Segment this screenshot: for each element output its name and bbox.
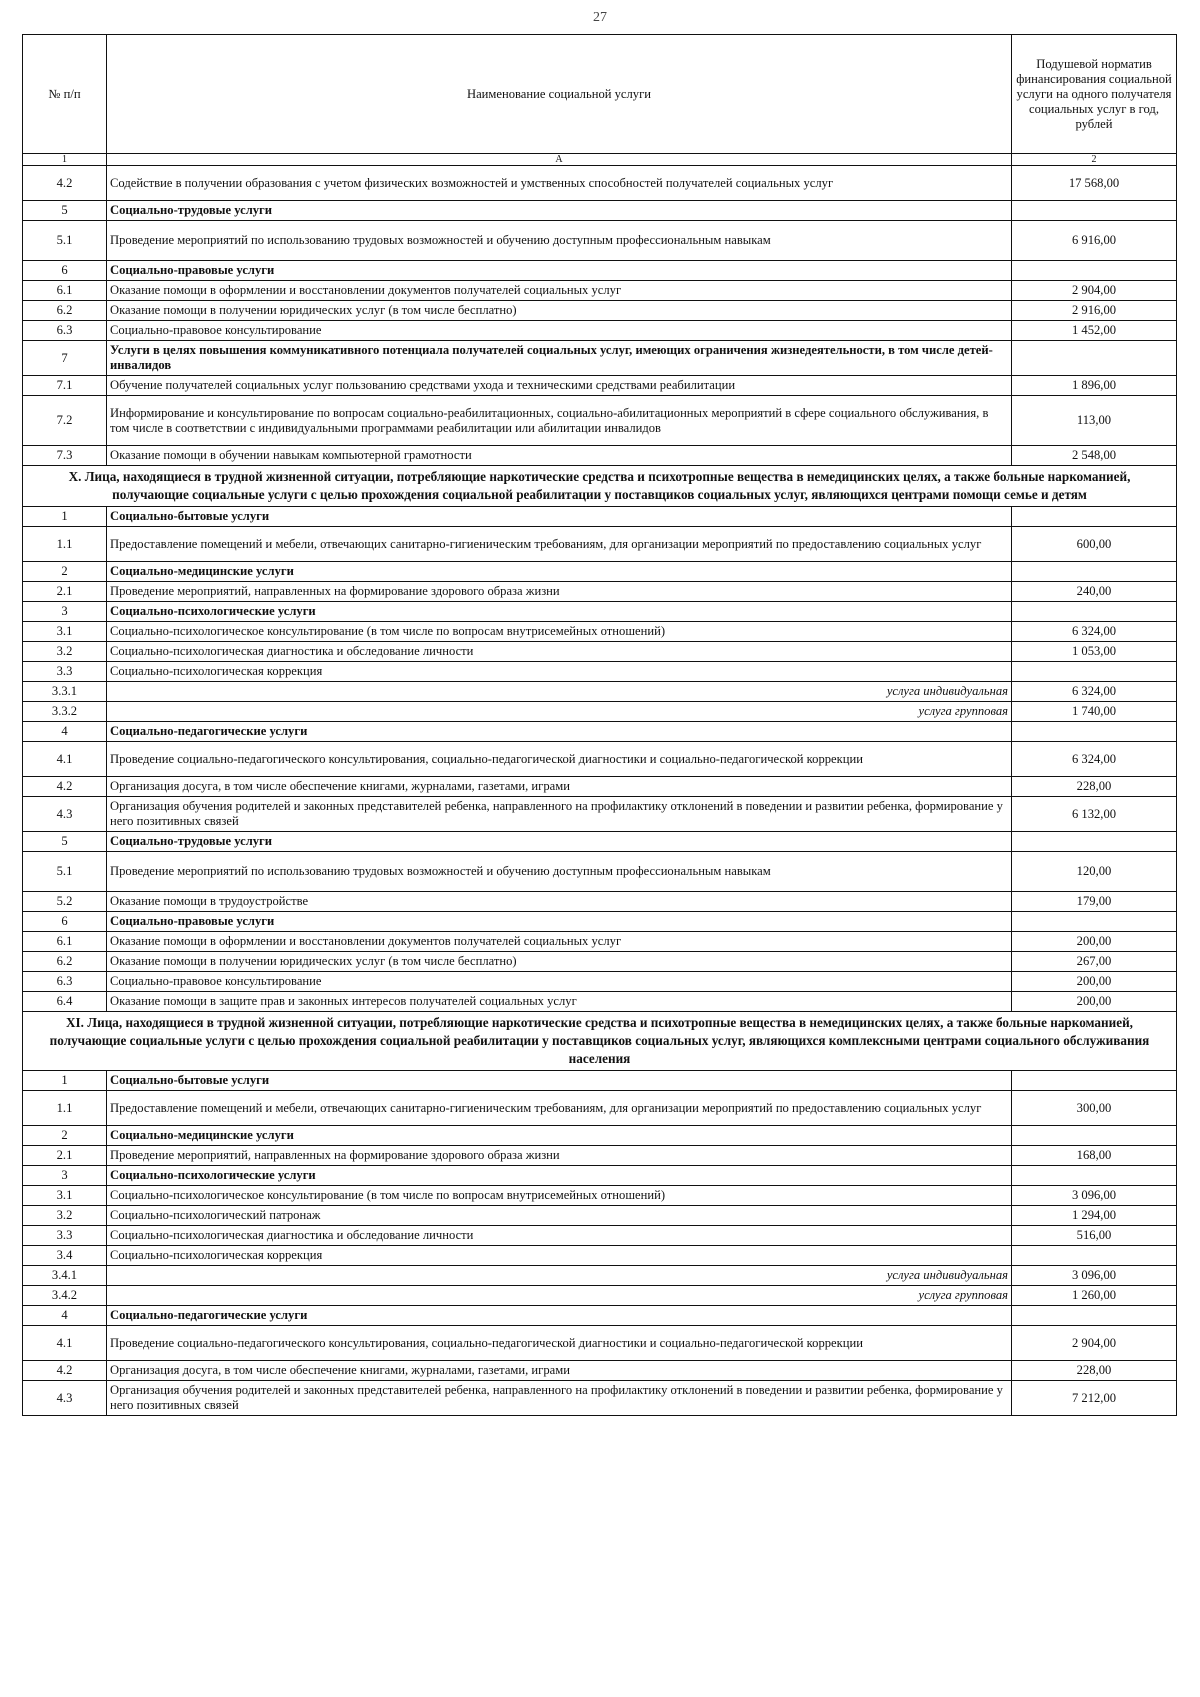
table-row	[23, 582, 1177, 602]
service-name: Социально-правовое консультирование	[107, 321, 1012, 341]
service-name: Обучение получателей социальных услуг пользованию средствами ухода и техническими средствами реабилитации	[107, 376, 1012, 396]
service-price: 6 916,00	[1012, 221, 1177, 261]
table-row	[23, 662, 1177, 682]
service-name: Социально-психологический патронаж	[107, 1206, 1012, 1226]
row-number: 3.3.1	[23, 682, 107, 702]
row-number: 7	[23, 341, 107, 376]
row-number: 6.1	[23, 281, 107, 301]
row-number: 2.1	[23, 582, 107, 602]
table-row	[23, 1206, 1177, 1226]
service-name: услуга групповая	[107, 702, 1012, 722]
service-name: Социально-бытовые услуги	[107, 1071, 1012, 1091]
row-number: 6.1	[23, 932, 107, 952]
service-name: услуга индивидуальная	[107, 682, 1012, 702]
category-row	[23, 261, 1177, 281]
service-price	[1012, 1166, 1177, 1186]
service-price: 17 568,00	[1012, 166, 1177, 201]
service-name: услуга индивидуальная	[107, 1266, 1012, 1286]
row-number: 7.3	[23, 446, 107, 466]
table-row	[23, 1091, 1177, 1126]
service-price: 3 096,00	[1012, 1186, 1177, 1206]
service-price	[1012, 507, 1177, 527]
service-name: Оказание помощи в оформлении и восстановлении документов получателей социальных услуг	[107, 932, 1012, 952]
table-row	[23, 527, 1177, 562]
service-price: 200,00	[1012, 992, 1177, 1012]
service-name: Организация досуга, в том числе обеспечение книгами, журналами, газетами, играми	[107, 1361, 1012, 1381]
table-row	[23, 166, 1177, 201]
row-number: 6.4	[23, 992, 107, 1012]
service-price: 7 212,00	[1012, 1381, 1177, 1416]
service-name: Содействие в получении образования с учетом физических возможностей и умственных способностей получателей социальных услуг	[107, 166, 1012, 201]
table-row	[23, 852, 1177, 892]
service-name: Оказание помощи в оформлении и восстановлении документов получателей социальных услуг	[107, 281, 1012, 301]
column-index-row	[23, 154, 1177, 166]
table-row	[23, 1381, 1177, 1416]
service-name: Оказание помощи в получении юридических услуг (в том числе бесплатно)	[107, 301, 1012, 321]
service-price	[1012, 662, 1177, 682]
service-name: Социально-педагогические услуги	[107, 722, 1012, 742]
service-name: Организация обучения родителей и законных представителей ребенка, направленного на профилактику отклонений в поведении и развитии ребенка, формирование у него позитивных связей	[107, 797, 1012, 832]
row-number: 6.3	[23, 321, 107, 341]
category-row	[23, 722, 1177, 742]
row-number: 4	[23, 722, 107, 742]
row-number: 3.3	[23, 662, 107, 682]
row-number: 4.3	[23, 797, 107, 832]
service-price	[1012, 602, 1177, 622]
service-name: Предоставление помещений и мебели, отвечающих санитарно-гигиеническим требованиям, для организации мероприятий по предоставлению социальных услуг	[107, 1091, 1012, 1126]
category-row	[23, 602, 1177, 622]
service-price: 120,00	[1012, 852, 1177, 892]
service-price: 6 324,00	[1012, 682, 1177, 702]
table-row	[23, 396, 1177, 446]
category-row	[23, 1166, 1177, 1186]
service-price	[1012, 201, 1177, 221]
category-row	[23, 912, 1177, 932]
category-row	[23, 1071, 1177, 1091]
section-heading: XI. Лица, находящиеся в трудной жизненной ситуации, потребляющие наркотические средства и психотропные вещества в немедицинских целях, а также больные наркоманией, получающие социальные услуги с целью прохождения социальной реабилитации у поставщиков социальных услуг, являющихся комплексными центрами социального обслуживания населения	[23, 1012, 1177, 1071]
service-name: Социально-бытовые услуги	[107, 507, 1012, 527]
table-row	[23, 892, 1177, 912]
section-heading-row	[23, 466, 1177, 507]
row-number: 3.2	[23, 642, 107, 662]
service-price: 228,00	[1012, 777, 1177, 797]
table-row	[23, 1186, 1177, 1206]
service-price: 240,00	[1012, 582, 1177, 602]
service-name: Социально-психологическая диагностика и обследование личности	[107, 1226, 1012, 1246]
header-num: № п/п	[23, 35, 107, 154]
row-number: 2	[23, 562, 107, 582]
service-name: Проведение социально-педагогического консультирования, социально-педагогической диагностики и социально-педагогической коррекции	[107, 742, 1012, 777]
table-row	[23, 221, 1177, 261]
subitem-row	[23, 1286, 1177, 1306]
table-row	[23, 972, 1177, 992]
service-price: 168,00	[1012, 1146, 1177, 1166]
table-row	[23, 797, 1177, 832]
service-price	[1012, 1071, 1177, 1091]
row-number: 3.2	[23, 1206, 107, 1226]
service-price	[1012, 1306, 1177, 1326]
services-table	[22, 34, 1177, 1416]
service-price	[1012, 1246, 1177, 1266]
row-number: 7.1	[23, 376, 107, 396]
service-name: Социально-правовое консультирование	[107, 972, 1012, 992]
service-price: 1 896,00	[1012, 376, 1177, 396]
table-body	[23, 166, 1177, 1416]
service-name: Социально-трудовые услуги	[107, 201, 1012, 221]
table-row	[23, 1246, 1177, 1266]
service-price	[1012, 341, 1177, 376]
table-row	[23, 742, 1177, 777]
row-number: 3	[23, 1166, 107, 1186]
row-number: 4.2	[23, 166, 107, 201]
service-price	[1012, 562, 1177, 582]
service-name: Проведение мероприятий по использованию трудовых возможностей и обучению доступным профессиональным навыкам	[107, 221, 1012, 261]
service-name: Социально-педагогические услуги	[107, 1306, 1012, 1326]
service-name: Социально-медицинские услуги	[107, 1126, 1012, 1146]
service-price: 6 132,00	[1012, 797, 1177, 832]
service-price	[1012, 261, 1177, 281]
column-index: 1	[23, 154, 107, 166]
section-heading-row	[23, 1012, 1177, 1071]
row-number: 7.2	[23, 396, 107, 446]
row-number: 3.4.1	[23, 1266, 107, 1286]
row-number: 3.4	[23, 1246, 107, 1266]
table-row	[23, 777, 1177, 797]
section-heading: X. Лица, находящиеся в трудной жизненной ситуации, потребляющие наркотические средства и психотропные вещества в немедицинских целях, а также больные наркоманией, получающие социальные услуги с целью прохождения социальной реабилитации у поставщиков социальных услуг, являющихся центрами помощи семье и детям	[23, 466, 1177, 507]
row-number: 5	[23, 832, 107, 852]
table-row	[23, 376, 1177, 396]
service-name: Социально-трудовые услуги	[107, 832, 1012, 852]
row-number: 4.2	[23, 1361, 107, 1381]
row-number: 4.3	[23, 1381, 107, 1416]
category-row	[23, 341, 1177, 376]
service-name: Информирование и консультирование по вопросам социально-реабилитационных, социально-абилитационных мероприятий в сфере социального обслуживания, в том числе в соответствии с индивидуальными программами реабилитации или абилитации инвалидов	[107, 396, 1012, 446]
row-number: 5.1	[23, 221, 107, 261]
service-name: Проведение мероприятий по использованию трудовых возможностей и обучению доступным профессиональным навыкам	[107, 852, 1012, 892]
service-name: Социально-психологическое консультирование (в том числе по вопросам внутрисемейных отношений)	[107, 622, 1012, 642]
service-name: Оказание помощи в получении юридических услуг (в том числе бесплатно)	[107, 952, 1012, 972]
row-number: 4.1	[23, 742, 107, 777]
table-row	[23, 1326, 1177, 1361]
table-row	[23, 642, 1177, 662]
row-number: 4	[23, 1306, 107, 1326]
service-price: 6 324,00	[1012, 622, 1177, 642]
service-price: 179,00	[1012, 892, 1177, 912]
service-name: Оказание помощи в обучении навыкам компьютерной грамотности	[107, 446, 1012, 466]
row-number: 3.4.2	[23, 1286, 107, 1306]
service-name: Социально-правовые услуги	[107, 912, 1012, 932]
header-name: Наименование социальной услуги	[107, 35, 1012, 154]
column-index: 2	[1012, 154, 1177, 166]
row-number: 2	[23, 1126, 107, 1146]
service-price	[1012, 912, 1177, 932]
category-row	[23, 201, 1177, 221]
table-row	[23, 301, 1177, 321]
service-name: Оказание помощи в трудоустройстве	[107, 892, 1012, 912]
row-number: 1.1	[23, 527, 107, 562]
row-number: 6.3	[23, 972, 107, 992]
service-price: 200,00	[1012, 932, 1177, 952]
service-name: Социально-психологическая коррекция	[107, 1246, 1012, 1266]
service-price: 1 294,00	[1012, 1206, 1177, 1226]
service-name: Организация досуга, в том числе обеспечение книгами, журналами, газетами, играми	[107, 777, 1012, 797]
row-number: 1	[23, 1071, 107, 1091]
service-price	[1012, 722, 1177, 742]
row-number: 5.1	[23, 852, 107, 892]
service-price: 1 740,00	[1012, 702, 1177, 722]
service-price	[1012, 832, 1177, 852]
page-number: 27	[593, 10, 607, 25]
service-price: 6 324,00	[1012, 742, 1177, 777]
service-name: Проведение социально-педагогического консультирования, социально-педагогической диагностики и социально-педагогической коррекции	[107, 1326, 1012, 1361]
header-price: Подушевой норматив финансирования социальной услуги на одного получателя социальных услуг в год, рублей	[1012, 35, 1177, 154]
service-price: 113,00	[1012, 396, 1177, 446]
service-name: Социально-психологическое консультирование (в том числе по вопросам внутрисемейных отношений)	[107, 1186, 1012, 1206]
service-name: Социально-психологическая коррекция	[107, 662, 1012, 682]
service-price	[1012, 1126, 1177, 1146]
table-row	[23, 1361, 1177, 1381]
row-number: 3	[23, 602, 107, 622]
service-price: 200,00	[1012, 972, 1177, 992]
header-row	[23, 35, 1177, 154]
table-row	[23, 992, 1177, 1012]
subitem-row	[23, 702, 1177, 722]
service-price: 1 452,00	[1012, 321, 1177, 341]
category-row	[23, 507, 1177, 527]
service-price: 1 053,00	[1012, 642, 1177, 662]
service-price: 2 548,00	[1012, 446, 1177, 466]
table-row	[23, 281, 1177, 301]
category-row	[23, 1126, 1177, 1146]
row-number: 3.1	[23, 622, 107, 642]
service-price: 300,00	[1012, 1091, 1177, 1126]
row-number: 4.1	[23, 1326, 107, 1361]
service-name: Социально-правовые услуги	[107, 261, 1012, 281]
service-name: Социально-психологическая диагностика и обследование личности	[107, 642, 1012, 662]
row-number: 3.3	[23, 1226, 107, 1246]
row-number: 6	[23, 912, 107, 932]
service-name: Проведение мероприятий, направленных на формирование здорового образа жизни	[107, 582, 1012, 602]
service-name: Предоставление помещений и мебели, отвечающих санитарно-гигиеническим требованиям, для организации мероприятий по предоставлению социальных услуг	[107, 527, 1012, 562]
table-row	[23, 1146, 1177, 1166]
table-row	[23, 622, 1177, 642]
table-row	[23, 952, 1177, 972]
table-row	[23, 321, 1177, 341]
service-name: услуга групповая	[107, 1286, 1012, 1306]
row-number: 1.1	[23, 1091, 107, 1126]
service-name: Организация обучения родителей и законных представителей ребенка, направленного на профилактику отклонений в поведении и развитии ребенка, формирование у него позитивных связей	[107, 1381, 1012, 1416]
row-number: 3.3.2	[23, 702, 107, 722]
table-row	[23, 1226, 1177, 1246]
row-number: 4.2	[23, 777, 107, 797]
service-name: Социально-психологические услуги	[107, 1166, 1012, 1186]
row-number: 6.2	[23, 952, 107, 972]
service-name: Социально-медицинские услуги	[107, 562, 1012, 582]
service-price: 267,00	[1012, 952, 1177, 972]
category-row	[23, 832, 1177, 852]
column-index: А	[107, 154, 1012, 166]
service-name: Проведение мероприятий, направленных на формирование здорового образа жизни	[107, 1146, 1012, 1166]
service-price: 228,00	[1012, 1361, 1177, 1381]
service-name: Оказание помощи в защите прав и законных интересов получателей социальных услуг	[107, 992, 1012, 1012]
subitem-row	[23, 1266, 1177, 1286]
row-number: 5.2	[23, 892, 107, 912]
service-price: 3 096,00	[1012, 1266, 1177, 1286]
service-price: 2 904,00	[1012, 1326, 1177, 1361]
row-number: 6	[23, 261, 107, 281]
service-price: 2 904,00	[1012, 281, 1177, 301]
service-name: Услуги в целях повышения коммуникативного потенциала получателей социальных услуг, имеющих ограничения жизнедеятельности, в том числе детей-инвалидов	[107, 341, 1012, 376]
category-row	[23, 562, 1177, 582]
service-price: 600,00	[1012, 527, 1177, 562]
subitem-row	[23, 682, 1177, 702]
row-number: 1	[23, 507, 107, 527]
row-number: 2.1	[23, 1146, 107, 1166]
service-price: 516,00	[1012, 1226, 1177, 1246]
service-price: 2 916,00	[1012, 301, 1177, 321]
table-row	[23, 446, 1177, 466]
table-row	[23, 932, 1177, 952]
category-row	[23, 1306, 1177, 1326]
service-name: Социально-психологические услуги	[107, 602, 1012, 622]
row-number: 3.1	[23, 1186, 107, 1206]
service-price: 1 260,00	[1012, 1286, 1177, 1306]
row-number: 5	[23, 201, 107, 221]
row-number: 6.2	[23, 301, 107, 321]
